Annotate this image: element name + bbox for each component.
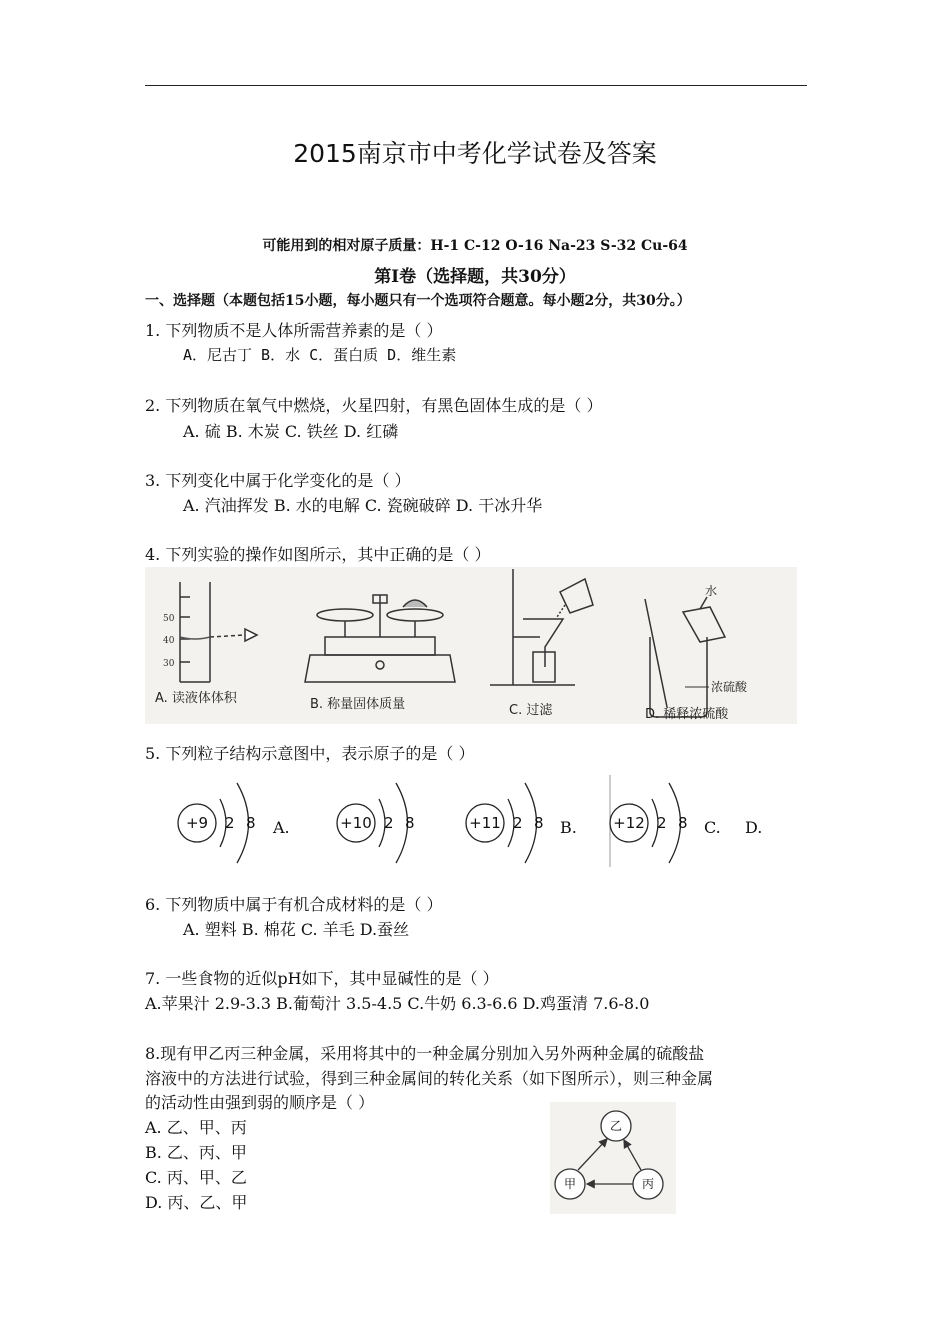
- svg-text:2: 2: [513, 814, 523, 832]
- q5-label-a: A.: [273, 818, 290, 837]
- cyl-tick-50: 50: [163, 614, 175, 624]
- q4-label-a: A. 读液体体积: [155, 691, 237, 706]
- q4-figure-drawing: [145, 567, 797, 724]
- svg-text:8: 8: [246, 814, 256, 832]
- svg-text:8: 8: [405, 814, 415, 832]
- part-title: 第Ⅰ卷（选择题，共30分）: [374, 267, 576, 287]
- svg-text:8: 8: [534, 814, 544, 832]
- cyl-tick-40: 40: [163, 636, 175, 646]
- q3-stem: 3. 下列变化中属于化学变化的是（ ）: [145, 471, 411, 490]
- metal-transformation-diagram: [550, 1102, 676, 1214]
- q8-option-c: C. 丙、甲、乙: [145, 1168, 247, 1187]
- svg-text:2: 2: [225, 814, 235, 832]
- filtration-icon: [490, 569, 593, 685]
- atomic-masses: 可能用到的相对原子质量：H-1 C-12 O-16 Na-23 S-32 Cu-64: [262, 238, 688, 254]
- balance-icon: [305, 595, 455, 682]
- q8-option-b: B. 乙、丙、甲: [145, 1143, 247, 1162]
- graduated-cylinder-icon: [180, 582, 257, 682]
- q2-stem: 2. 下列物质在氧气中燃烧，火星四射，有黑色固体生成的是（ ）: [145, 396, 603, 415]
- node-bing: 丙: [641, 1177, 655, 1191]
- q8-stem-line1: 8.现有甲乙丙三种金属，采用将其中的一种金属分别加入另外两种金属的硫酸盐: [145, 1044, 705, 1063]
- q4-figure: [145, 567, 797, 724]
- q4-stem: 4. 下列实验的操作如图所示，其中正确的是（ ）: [145, 545, 491, 564]
- atom-diagram-1: [178, 783, 256, 863]
- q1-stem: 1. 下列物质不是人体所需营养素的是（ ）: [145, 321, 443, 340]
- q8-option-a: A. 乙、甲、丙: [145, 1118, 247, 1137]
- header-rule: [145, 85, 807, 86]
- svg-text:2: 2: [657, 814, 667, 832]
- q5-stem: 5. 下列粒子结构示意图中，表示原子的是（ ）: [145, 744, 475, 763]
- acid-label: 浓硫酸: [711, 680, 748, 694]
- q4-label-c: C. 过滤: [509, 703, 553, 718]
- q8-option-d: D. 丙、乙、甲: [145, 1193, 248, 1212]
- section-heading: 一、选择题（本题包括15小题，每小题只有一个选项符合题意。每小题2分，共30分。）: [145, 293, 691, 309]
- svg-text:+9: +9: [185, 814, 209, 832]
- svg-text:+10: +10: [340, 814, 372, 832]
- atom-diagram-2: [337, 783, 415, 863]
- atom-diagram-4: [610, 775, 688, 867]
- q8-figure: [550, 1102, 676, 1214]
- q5-atoms: [170, 775, 790, 867]
- q8-stem-line3: 的活动性由强到弱的顺序是（ ）: [145, 1093, 375, 1112]
- q4-label-d: D. 稀释浓硫酸: [645, 707, 729, 722]
- node-yi: 乙: [609, 1119, 623, 1133]
- svg-text:8: 8: [678, 814, 688, 832]
- node-jia: 甲: [563, 1177, 577, 1191]
- atom-diagram-3: [466, 783, 544, 863]
- q7-options: A.苹果汁 2.9-3.3 B.葡萄汁 3.5-4.5 C.牛奶 6.3-6.6 D.鸡蛋清 7.6-8.0: [145, 994, 650, 1013]
- q6-stem: 6. 下列物质中属于有机合成材料的是（ ）: [145, 895, 443, 914]
- svg-text:+12: +12: [613, 814, 645, 832]
- q8-stem-line2: 溶液中的方法进行试验，得到三种金属间的转化关系（如下图所示），则三种金属: [145, 1069, 714, 1088]
- q1-options: A．尼古丁 B．水 C．蛋白质 D．维生素: [183, 346, 457, 364]
- q5-label-b: B.: [560, 818, 577, 837]
- q4-label-b: B. 称量固体质量: [310, 697, 406, 712]
- q5-label-d: D.: [745, 818, 763, 837]
- page-title: 2015南京市中考化学试卷及答案: [293, 139, 657, 168]
- q6-options: A. 塑料 B. 棉花 C. 羊毛 D.蚕丝: [183, 920, 410, 939]
- cyl-tick-30: 30: [163, 659, 175, 669]
- water-label: 水: [705, 584, 718, 598]
- svg-text:+11: +11: [469, 814, 501, 832]
- svg-text:2: 2: [384, 814, 394, 832]
- q7-stem: 7. 一些食物的近似pH如下，其中显碱性的是（ ）: [145, 969, 499, 988]
- q3-options: A. 汽油挥发 B. 水的电解 C. 瓷碗破碎 D. 干冰升华: [183, 496, 543, 515]
- q2-options: A. 硫 B. 木炭 C. 铁丝 D. 红磷: [183, 422, 399, 441]
- dilution-icon: [645, 597, 725, 717]
- q5-label-c: C.: [704, 818, 721, 837]
